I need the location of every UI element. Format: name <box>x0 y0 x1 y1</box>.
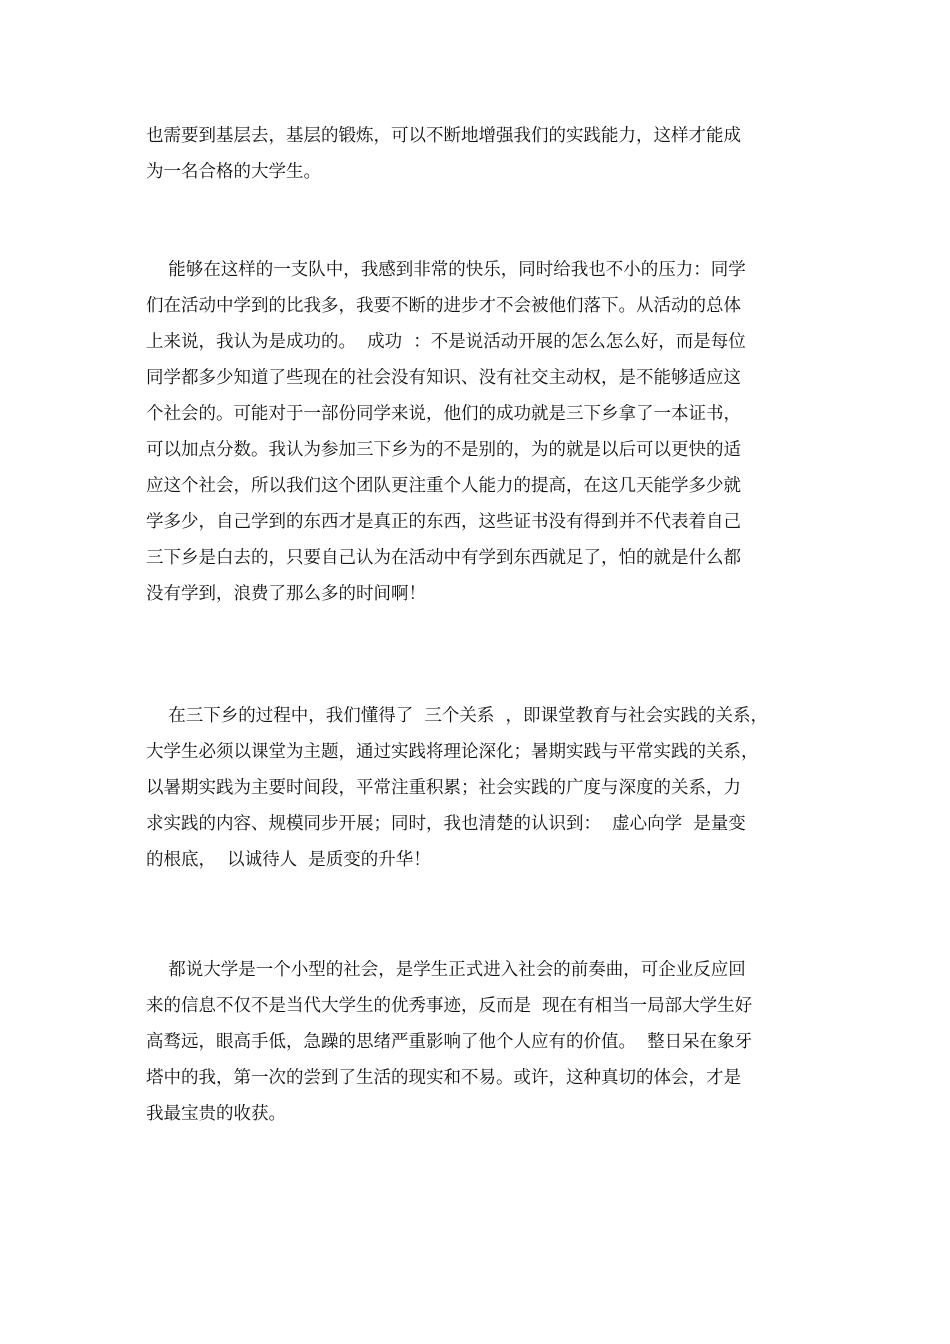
text-line: 应这个社会，所以我们这个团队更注重个人能力的提高，在这几天能学多少就 <box>146 476 741 496</box>
text-line: 学多少，自己学到的东西才是真正的东西，这些证书没有得到并不代表着自己 <box>146 512 741 532</box>
text-line: 塔中的我，第一次的尝到了生活的现实和不易。或许，这种真切的体会，才是 <box>146 1068 741 1088</box>
paragraph-2 <box>146 252 806 612</box>
text-line: 没有学到，浪费了那么多的时间啊！ <box>146 584 426 604</box>
text-line: 我最宝贵的收获。 <box>146 1104 286 1124</box>
text-line: 的根底， 以诚待人 是质变的升华！ <box>146 850 431 870</box>
text-line: 们在活动中学到的比我多，我要不断的进步才不会被他们落下。从活动的总体 <box>146 296 741 316</box>
text-line: 求实践的内容、规模同步开展；同时，我也清楚的认识到： 虚心向学 是量变 <box>146 814 746 834</box>
text-line: 来的信息不仅不是当代大学生的优秀事迹，反而是 现在有相当一局部大学生好 <box>146 996 753 1016</box>
paragraph-1 <box>146 118 806 190</box>
text-line: 都说大学是一个小型的社会，是学生正式进入社会的前奏曲，可企业反应回 <box>146 960 746 980</box>
text-line: 能够在这样的一支队中，我感到非常的快乐，同时给我也不小的压力：同学 <box>146 260 746 280</box>
paragraph-3 <box>146 698 806 878</box>
text-line: 大学生必须以课堂为主题，通过实践将理论深化；暑期实践与平常实践的关系， <box>146 742 759 762</box>
paragraph-4 <box>146 952 806 1132</box>
text-line: 同学都多少知道了些现在的社会没有知识、没有社交主动权，是不能够适应这 <box>146 368 741 388</box>
text-line: 高骛远，眼高手低，急躁的思绪严重影响了他个人应有的价值。 整日呆在象牙 <box>146 1032 753 1052</box>
text-line: 为一名合格的大学生。 <box>146 162 321 182</box>
text-line: 上来说，我认为是成功的。 成功 ：不是说活动开展的怎么怎么好，而是每位 <box>146 332 746 352</box>
text-line: 三下乡是白去的，只要自己认为在活动中有学到东西就足了，怕的就是什么都 <box>146 548 741 568</box>
text-line: 以暑期实践为主要时间段，平常注重积累；社会实践的广度与深度的关系，力 <box>146 778 741 798</box>
text-line: 也需要到基层去，基层的锻炼，可以不断地增强我们的实践能力，这样才能成 <box>146 126 741 146</box>
text-line: 个社会的。可能对于一部份同学来说，他们的成功就是三下乡拿了一本证书， <box>146 404 741 424</box>
text-line: 可以加点分数。我认为参加三下乡为的不是别的，为的就是以后可以更快的适 <box>146 440 741 460</box>
text-line: 在三下乡的过程中，我们懂得了 三个关系 ，即课堂教育与社会实践的关系， <box>146 706 768 726</box>
